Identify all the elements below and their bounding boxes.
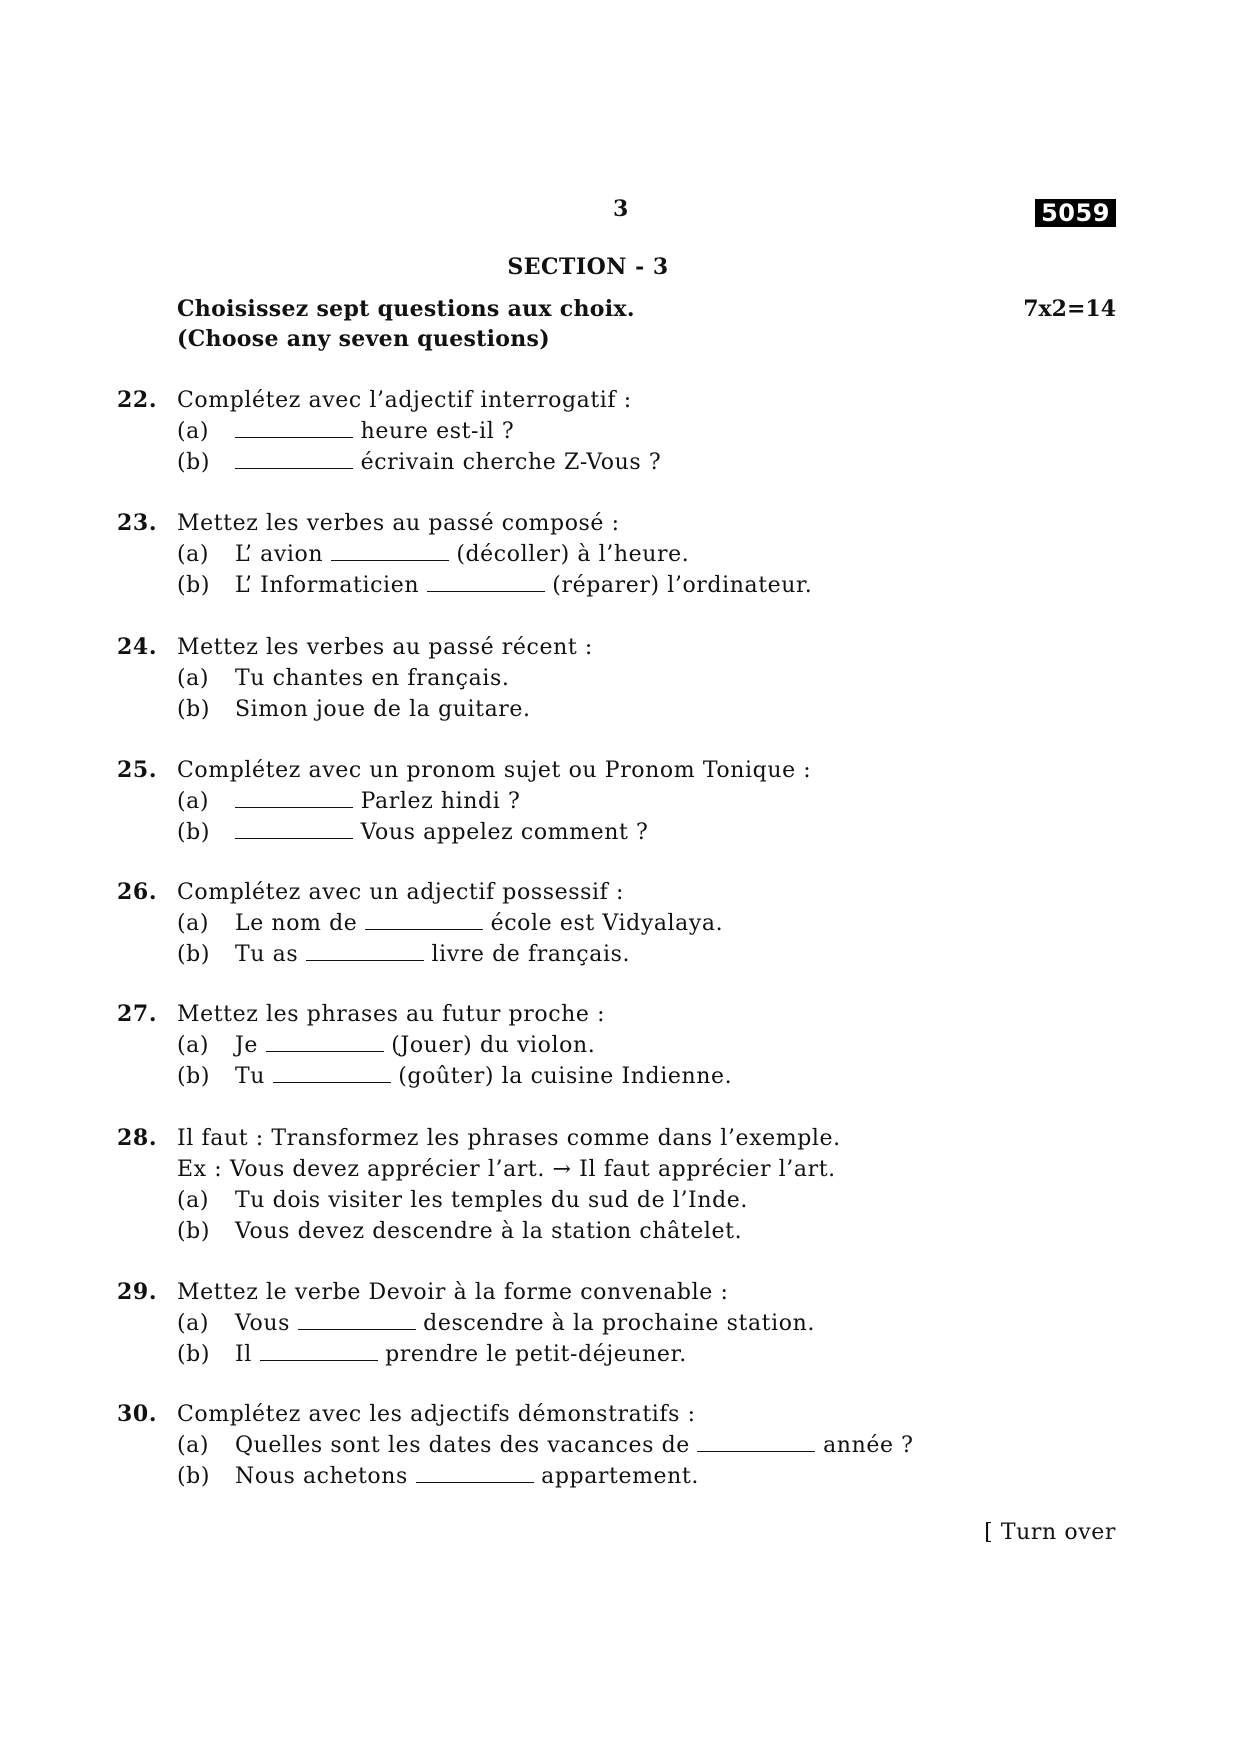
- sub-item-a: Vous descendre à la prochaine station.: [235, 1311, 815, 1336]
- sub-item-b: écrivain cherche Z-Vous ?: [235, 447, 661, 478]
- sub-label-b: (b): [177, 1219, 211, 1244]
- answer-blank: [266, 1031, 384, 1052]
- question-number: 26.: [117, 879, 158, 905]
- question-25: [0, 755, 1240, 848]
- answer-blank: [427, 571, 545, 592]
- answer-blank: [235, 417, 353, 438]
- question-text: Mettez le verbe Devoir à la forme convenable :: [177, 1280, 729, 1305]
- answer-blank: [365, 909, 483, 930]
- sub-label-a: (a): [177, 1188, 210, 1213]
- paper-code-badge: 5059: [1035, 199, 1116, 227]
- sub-item-b: L’ Informaticien (réparer) l’ordinateur.: [235, 573, 813, 598]
- question-number: 23.: [117, 510, 158, 536]
- sub-label-a: (a): [177, 666, 210, 691]
- sub-item-a: Le nom de école est Vidyalaya.: [235, 911, 724, 936]
- sub-item-a: Quelles sont les dates des vacances de année ?: [235, 1433, 914, 1458]
- sub-item-b: Il prendre le petit-déjeuner.: [235, 1342, 687, 1367]
- question-text: Complétez avec un pronom sujet ou Pronom Tonique :: [177, 758, 812, 783]
- answer-blank: [235, 818, 353, 839]
- sub-label-a: (a): [177, 542, 210, 567]
- question-number: 25.: [117, 757, 158, 783]
- marks-allocation: 7x2=14: [1023, 296, 1116, 322]
- example-line: Ex : Vous devez apprécier l’art. → Il faut apprécier l’art.: [177, 1157, 836, 1182]
- sub-label-b: (b): [177, 573, 211, 598]
- sub-label-a: (a): [177, 419, 210, 444]
- turn-over-note: [ Turn over: [984, 1520, 1116, 1545]
- sub-label-b: (b): [177, 1464, 211, 1489]
- sub-label-a: (a): [177, 1311, 210, 1336]
- sub-label-b: (b): [177, 1064, 211, 1089]
- sub-item-b: Simon joue de la guitare.: [235, 697, 531, 722]
- question-number: 27.: [117, 1001, 158, 1027]
- instruction-english: (Choose any seven questions): [177, 326, 550, 352]
- sub-label-b: (b): [177, 1342, 211, 1367]
- question-23: [0, 508, 1240, 601]
- sub-label-a: (a): [177, 1433, 210, 1458]
- sub-item-b: Vous devez descendre à la station châtelet.: [235, 1219, 743, 1244]
- sub-item-a: Parlez hindi ?: [235, 786, 520, 817]
- answer-blank: [273, 1062, 391, 1083]
- sub-item-b: Nous achetons appartement.: [235, 1464, 699, 1489]
- answer-blank: [298, 1309, 416, 1330]
- answer-blank: [260, 1340, 378, 1361]
- sub-item-b: Tu as livre de français.: [235, 942, 631, 967]
- question-number: 29.: [117, 1279, 158, 1305]
- sub-label-a: (a): [177, 1033, 210, 1058]
- question-number: 30.: [117, 1401, 158, 1427]
- sub-label-b: (b): [177, 820, 211, 845]
- sub-item-a: Je (Jouer) du violon.: [235, 1033, 596, 1058]
- question-27: [0, 999, 1240, 1092]
- question-26: [0, 877, 1240, 970]
- sub-item-a: Tu dois visiter les temples du sud de l’Inde.: [235, 1188, 748, 1213]
- sub-item-a: heure est-il ?: [235, 416, 514, 447]
- question-text: Complétez avec les adjectifs démonstratifs :: [177, 1402, 696, 1427]
- question-text: Il faut : Transformez les phrases comme dans l’exemple.: [177, 1126, 841, 1151]
- question-text: Complétez avec un adjectif possessif :: [177, 880, 624, 905]
- sub-label-a: (a): [177, 789, 210, 814]
- answer-blank: [306, 940, 424, 961]
- question-text: Mettez les phrases au futur proche :: [177, 1002, 606, 1027]
- answer-blank: [235, 448, 353, 469]
- question-text: Mettez les verbes au passé composé :: [177, 511, 620, 536]
- sub-label-b: (b): [177, 697, 211, 722]
- answer-blank: [331, 540, 449, 561]
- sub-label-b: (b): [177, 450, 211, 475]
- sub-label-b: (b): [177, 942, 211, 967]
- instruction-french: Choisissez sept questions aux choix.: [177, 296, 635, 322]
- question-28: [0, 1123, 1240, 1247]
- sub-item-b: Vous appelez comment ?: [235, 817, 648, 848]
- answer-blank: [235, 787, 353, 808]
- question-number: 28.: [117, 1125, 158, 1151]
- page-number: 3: [613, 196, 629, 222]
- section-title: SECTION - 3: [507, 254, 669, 280]
- answer-blank: [697, 1431, 815, 1452]
- sub-item-b: Tu (goûter) la cuisine Indienne.: [235, 1064, 733, 1089]
- sub-label-a: (a): [177, 911, 210, 936]
- question-22: [0, 385, 1240, 478]
- question-text: Mettez les verbes au passé récent :: [177, 635, 593, 660]
- answer-blank: [416, 1462, 534, 1483]
- question-number: 22.: [117, 387, 158, 413]
- sub-item-a: Tu chantes en français.: [235, 666, 510, 691]
- question-number: 24.: [117, 634, 158, 660]
- question-30: [0, 1399, 1240, 1492]
- question-29: [0, 1277, 1240, 1370]
- question-24: [0, 632, 1240, 725]
- sub-item-a: L’ avion (décoller) à l’heure.: [235, 542, 690, 567]
- question-text: Complétez avec l’adjectif interrogatif :: [177, 388, 632, 413]
